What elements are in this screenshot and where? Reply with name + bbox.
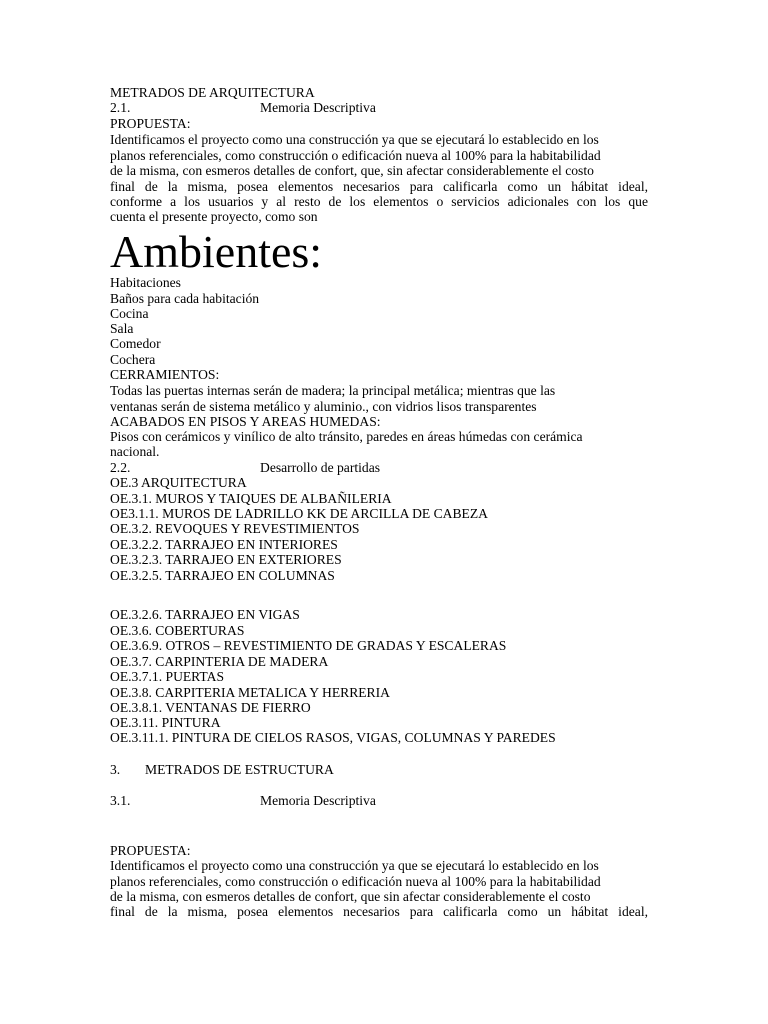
ambiente-item: Habitaciones [110, 275, 181, 290]
section-3-1-number: 3.1. [110, 793, 131, 808]
partida-item: OE3.1.1. MUROS DE LADRILLO KK DE ARCILLA DE CABEZA [110, 506, 488, 521]
partida-item: OE.3.11. PINTURA [110, 715, 221, 730]
partida-item: OE.3.11.1. PINTURA DE CIELOS RASOS, VIGAS, COLUMNAS Y PAREDES [110, 730, 556, 745]
ambiente-item: Comedor [110, 336, 161, 351]
partida-item: OE.3.2.5. TARRAJEO EN COLUMNAS [110, 568, 335, 583]
propuesta-line: Identificamos el proyecto como una construcción ya que se ejecutará lo establecido en los [110, 132, 599, 147]
propuesta-line: planos referenciales, como construcción o edificación nueva al 100% para la habitabilidad [110, 148, 601, 163]
propuesta2-line: planos referenciales, como construcción o edificación nueva al 100% para la habitabilidad [110, 874, 601, 889]
partida-item: OE.3.2.2. TARRAJEO EN INTERIORES [110, 537, 338, 552]
propuesta-line: final de la misma, posea elementos necesarios para calificarla como un hábitat ideal, [110, 179, 648, 194]
section-3-number: 3. [110, 762, 121, 777]
ambiente-item: Cochera [110, 352, 156, 367]
cerramientos-label: CERRAMIENTOS: [110, 367, 220, 382]
cerramientos-line: ventanas serán de sistema metálico y aluminio., con vidrios lisos transparentes [110, 399, 537, 414]
partida-item: OE.3.8. CARPITERIA METALICA Y HERRERIA [110, 685, 390, 700]
partida-item: OE.3.8.1. VENTANAS DE FIERRO [110, 700, 311, 715]
partida-item: OE.3.2.6. TARRAJEO EN VIGAS [110, 607, 300, 622]
acabados-line: nacional. [110, 444, 160, 459]
acabados-label: ACABADOS EN PISOS Y AREAS HUMEDAS: [110, 414, 381, 429]
ambiente-item: Cocina [110, 306, 149, 321]
section-2-1-heading: Memoria Descriptiva [260, 100, 376, 115]
section-3-1-heading: Memoria Descriptiva [260, 793, 376, 808]
propuesta2-line: de la misma, con esmeros detalles de confort, que sin afectar considerablemente el costo [110, 889, 591, 904]
propuesta2-line: final de la misma, posea elementos necesarios para calificarla como un hábitat ideal, [110, 904, 648, 919]
partida-item: OE.3.6.9. OTROS – REVESTIMIENTO DE GRADAS Y ESCALERAS [110, 638, 507, 653]
section-2-2-number: 2.2. [110, 460, 131, 475]
partida-item: OE.3.1. MUROS Y TAIQUES DE ALBAÑILERIA [110, 491, 392, 506]
propuesta2-label: PROPUESTA: [110, 843, 191, 858]
propuesta-line: cuenta el presente proyecto, como son [110, 209, 318, 224]
propuesta2-line: Identificamos el proyecto como una construcción ya que se ejecutará lo establecido en los [110, 858, 599, 873]
partida-item: OE.3.2. REVOQUES Y REVESTIMIENTOS [110, 521, 360, 536]
cerramientos-line: Todas las puertas internas serán de madera; la principal metálica; mientras que las [110, 383, 556, 398]
partida-item: OE.3 ARQUITECTURA [110, 475, 247, 490]
propuesta-line: de la misma, con esmeros detalles de confort, que, sin afectar considerablemente el costo [110, 163, 594, 178]
document-title: METRADOS DE ARQUITECTURA [110, 85, 315, 100]
section-3-heading: METRADOS DE ESTRUCTURA [145, 762, 334, 777]
ambientes-heading: Ambientes: [110, 226, 323, 277]
section-2-1-number: 2.1. [110, 100, 131, 115]
propuesta-label: PROPUESTA: [110, 116, 191, 131]
partida-item: OE.3.6. COBERTURAS [110, 623, 245, 638]
partida-item: OE.3.7. CARPINTERIA DE MADERA [110, 654, 329, 669]
acabados-line: Pisos con cerámicos y vinílico de alto tránsito, paredes en áreas húmedas con cerámica [110, 429, 583, 444]
partida-item: OE.3.2.3. TARRAJEO EN EXTERIORES [110, 552, 342, 567]
ambiente-item: Sala [110, 321, 134, 336]
partida-item: OE.3.7.1. PUERTAS [110, 669, 225, 684]
propuesta-line: conforme a los usuarios y al resto de los elementos o servicios adicionales con los que [110, 194, 648, 209]
ambiente-item: Baños para cada habitación [110, 291, 260, 306]
section-2-2-heading: Desarrollo de partidas [260, 460, 381, 475]
